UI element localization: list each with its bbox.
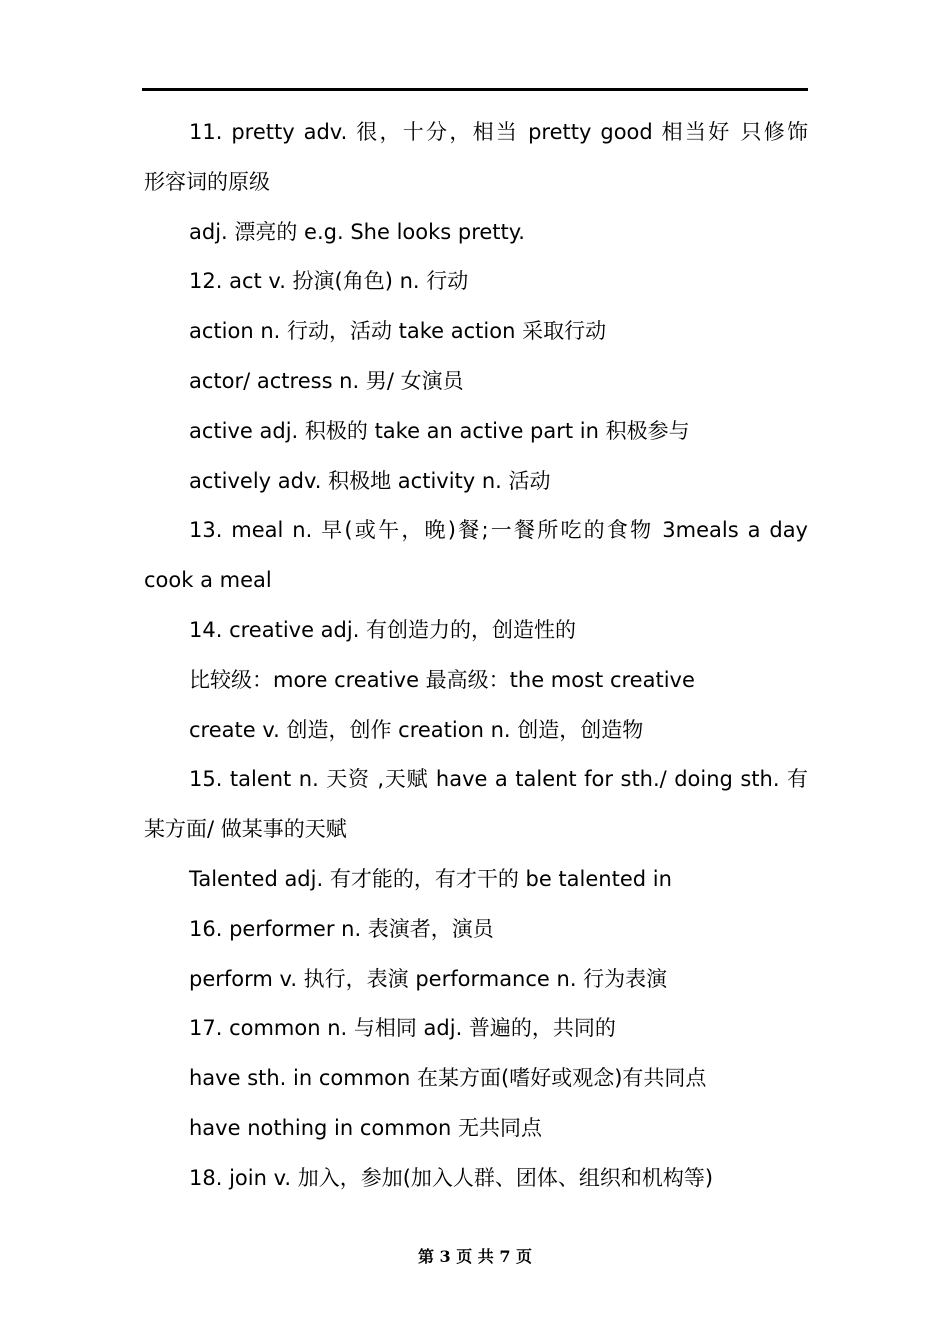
text-line: have sth. in common 在某方面(嗜好或观念)有共同点 [189, 1066, 707, 1091]
text-line: adj. 漂亮的 e.g. She looks pretty. [189, 219, 525, 244]
text-line: 18. join v. 加入，参加(加入人群、团体、组织和机构等) [189, 1165, 714, 1190]
text-line: 15. talent n. 天资 ,天赋 have a talent for sth./ doing sth. 有 [189, 767, 808, 792]
text-line: 16. performer n. 表演者，演员 [189, 916, 494, 941]
text-line: 某方面/ 做某事的天赋 [144, 817, 347, 842]
text-line: cook a meal [144, 568, 272, 593]
text-line: 14. creative adj. 有创造力的，创造性的 [189, 617, 577, 642]
text-line: have nothing in common 无共同点 [189, 1115, 543, 1140]
text-line: actively adv. 积极地 activity n. 活动 [189, 468, 551, 493]
text-line: active adj. 积极的 take an active part in 积极参与 [189, 418, 690, 443]
text-line: 17. common n. 与相同 adj. 普遍的，共同的 [189, 1016, 616, 1041]
text-line: actor/ actress n. 男/ 女演员 [189, 368, 464, 393]
header-rule [142, 88, 808, 91]
text-line: 11. pretty adv. 很，十分，相当 pretty good 相当好 只修饰 [189, 120, 808, 144]
document-body [144, 108, 808, 1204]
text-line: 12. act v. 扮演(角色) n. 行动 [189, 269, 469, 294]
text-line: create v. 创造，创作 creation n. 创造，创造物 [189, 717, 644, 742]
text-line: 形容词的原级 [144, 169, 270, 194]
text-line: 比较级：more creative 最高级：the most creative [189, 667, 695, 692]
text-line: Talented adj. 有才能的，有才干的 be talented in [189, 866, 672, 891]
page-footer: 第 3 页 共 7 页 [417, 1247, 533, 1266]
text-line: perform v. 执行，表演 performance n. 行为表演 [189, 966, 668, 991]
text-line: 13. meal n. 早(或午，晚)餐;一餐所吃的食物 3meals a day [189, 518, 808, 543]
text-line: action n. 行动，活动 take action 采取行动 [189, 319, 607, 344]
